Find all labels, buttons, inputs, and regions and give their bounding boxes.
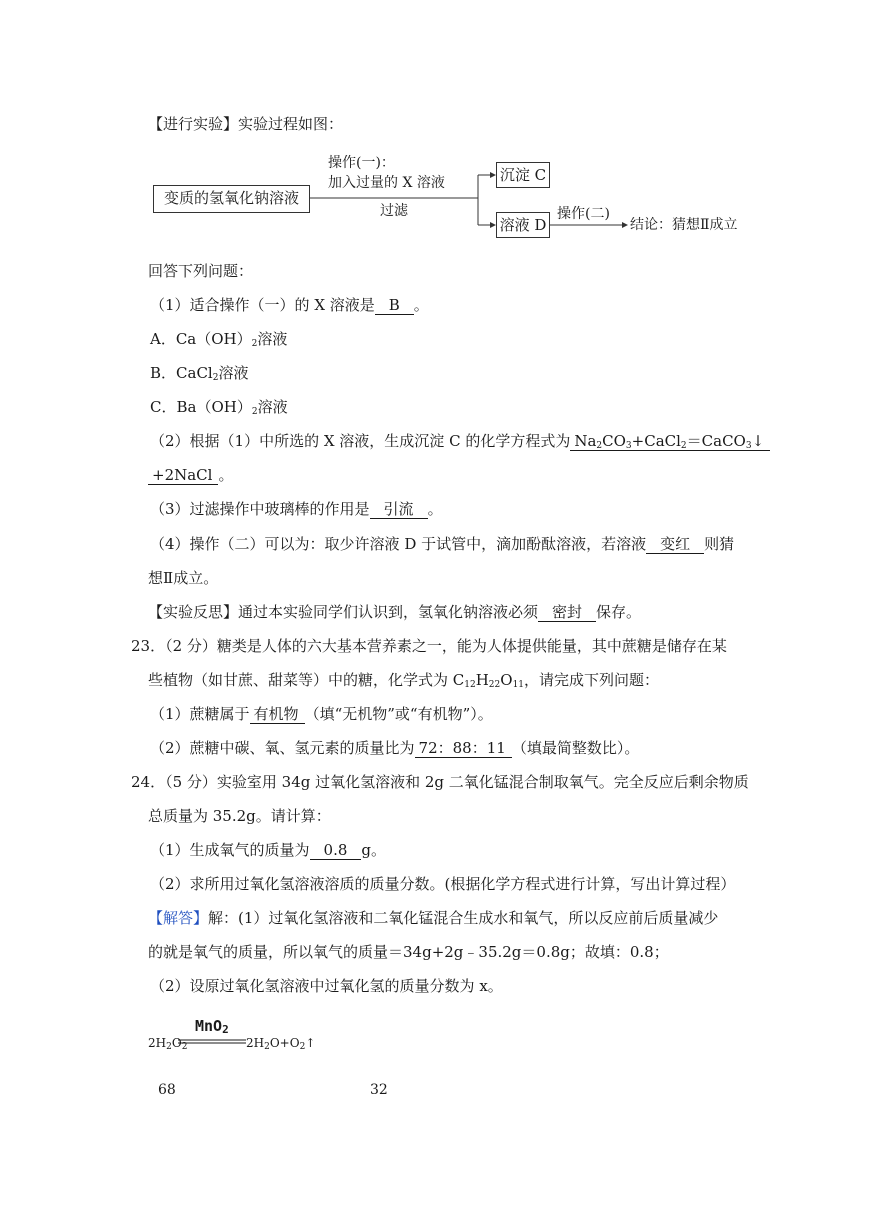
question-2-continued: +2NaCl 。 (148, 464, 233, 486)
flow-op2-label: 操作(二) (557, 206, 610, 222)
solution-line1: 【解答】解：(1）过氧化氢溶液和二氧化锰混合生成水和氧气，所以反应前后质量减少 (148, 909, 719, 927)
answer-2-equation: $Na_2CO_3+CaCl_2=CaCO_3↓$ (570, 432, 770, 451)
question-1: （1）适合操作（一）的 X 溶液是 B 。 (150, 296, 429, 314)
option-a: A．$Ca(OH)_2$溶液 (150, 330, 288, 349)
flow-connectors (0, 0, 869, 260)
q23-sub2: （2）蔗糖中碳、氧、氢元素的质量比为 72：88：11 （填最简整数比）。 (150, 739, 640, 757)
mass-left: 68 (158, 1082, 176, 1098)
q23-answer-2: 72：88：11 (415, 739, 512, 758)
experiment-intro: 【进行实验】实验过程如图： (148, 115, 344, 133)
question-4: （4）操作（二）可以为：取少许溶液 D 于试管中，滴加酚酞溶液，若溶液 变红 则猜 (150, 535, 735, 553)
equation-right: $2H_2O+O_2↑$ (246, 1036, 316, 1052)
solution-line2: 的就是氧气的质量，所以氧气的质量＝34g+2g﹣35.2g＝0.8g；故填：0.8； (148, 943, 669, 961)
q24-line1: 24．（5 分）实验室用 34g 过氧化氢溶液和 2g 二氧化锰混合制取氧气。完全反应后剩余物质 (131, 773, 749, 791)
question-4-continued: 想Ⅱ成立。 (148, 569, 219, 587)
option-b: B．CaCl$_2$溶液 (150, 364, 249, 383)
answer-1: B (375, 296, 414, 315)
q24-answer-1: 0.8 (310, 841, 362, 860)
flow-start-box: 变质的氢氧化钠溶液 (153, 185, 310, 213)
answer-3: 引流 (370, 500, 428, 519)
q24-sub2: （2）求所用过氧化氢溶液溶质的质量分数。(根据化学方程式进行计算，写出计算过程） (150, 875, 736, 893)
equation-catalyst: MnO$_2$ (195, 1017, 229, 1036)
mass-right: 32 (370, 1082, 388, 1098)
flow-box-d: 溶液 D (496, 212, 550, 238)
question-3: （3）过滤操作中玻璃棒的作用是 引流 。 (150, 500, 443, 518)
answer-reflection: 密封 (538, 603, 596, 622)
questions-prompt: 回答下列问题： (148, 262, 254, 280)
solution-tag: 【解答】 (148, 909, 209, 927)
q23-line2: 些植物（如甘蔗、甜菜等）中的糖，化学式为 $C_{12}H_{22}O_{11}$，请完成下列问题： (148, 671, 660, 690)
q23-line1: 23．（2 分）糖类是人体的六大基本营养素之一，能为人体提供能量，其中蔗糖是储存在某 (131, 637, 727, 655)
flow-op1-reagent: 加入过量的 X 溶液 (328, 175, 445, 191)
q23-answer-1: 有机物 (250, 705, 305, 724)
flow-op1-label: 操作(一)： (328, 155, 395, 171)
equation-left: $2H_2O_2$ (148, 1036, 188, 1052)
reflection: 【实验反思】通过本实验同学们认识到，氢氧化钠溶液必须 密封 保存。 (148, 603, 642, 621)
question-2: （2）根据（1）中所选的 X 溶液，生成沉淀 C 的化学方程式为 $Na_2CO_3+CaCl_2=CaCO_3↓$ (150, 430, 770, 452)
answer-4: 变红 (646, 535, 704, 554)
equation-equals (178, 1039, 246, 1045)
option-c: C．$Ba(OH)_2$溶液 (150, 398, 288, 417)
q23-sub1: （1）蔗糖属于 有机物 （填“无机物”或“有机物”）。 (150, 705, 493, 723)
q24-sub1: （1）生成氧气的质量为 0.8 g。 (150, 841, 387, 859)
solution-line3: （2）设原过氧化氢溶液中过氧化氢的质量分数为 x。 (150, 977, 503, 995)
answer-2-equation-end: +2NaCl (148, 466, 218, 485)
flow-box-c: 沉淀 C (496, 162, 550, 188)
flow-conclusion: 结论：猜想Ⅱ成立 (630, 217, 738, 233)
q24-line2: 总质量为 35.2g。请计算： (148, 807, 331, 825)
flow-op1-filter: 过滤 (380, 203, 408, 219)
